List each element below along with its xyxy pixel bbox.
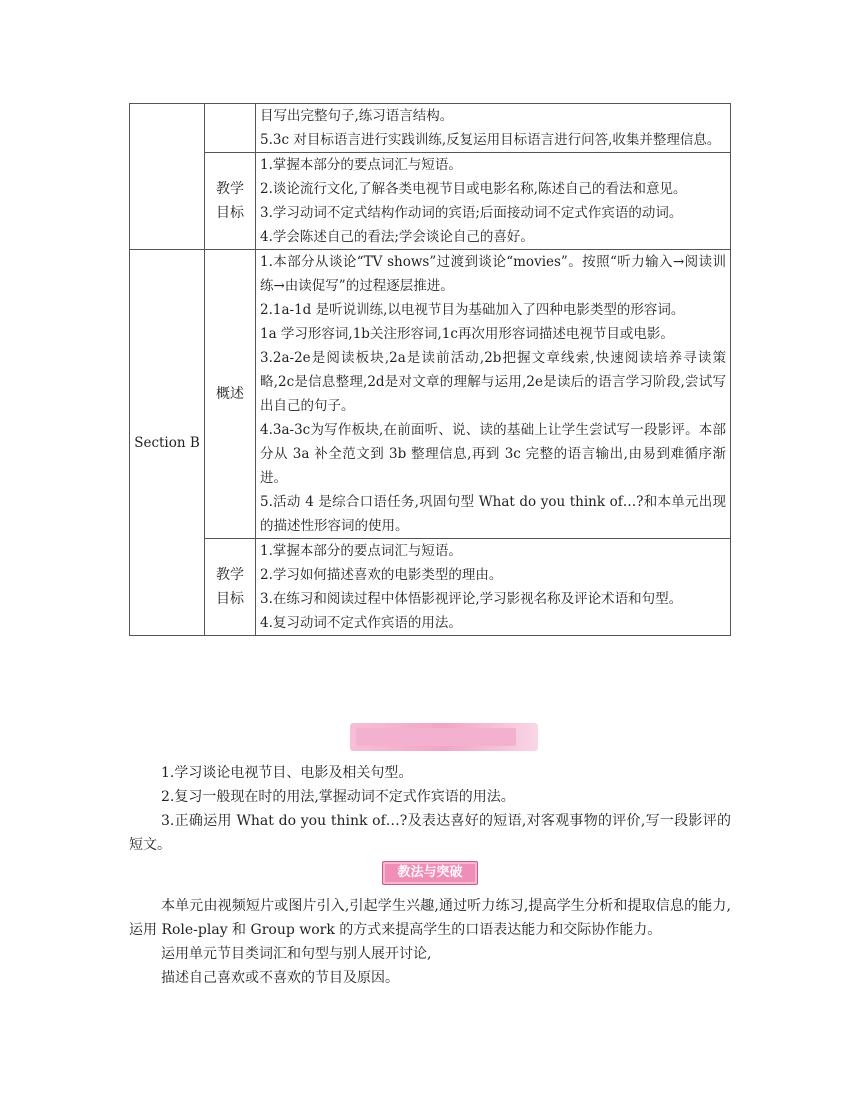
- content-line: 1.掌握本部分的要点词汇与短语。: [260, 543, 462, 559]
- paragraph: 描述自己喜欢或不喜欢的节目及原因。: [161, 970, 399, 986]
- type-label: 教学目标: [216, 181, 244, 221]
- section-a-cell: [130, 104, 205, 250]
- content-cell: [256, 153, 731, 250]
- content-cell: [256, 539, 731, 636]
- table-row: [130, 250, 731, 539]
- content-line: 5.活动 4 是综合口语任务,巩固句型 What do you think of…?和本单元出现的描述性形容词的使用。: [260, 494, 726, 534]
- list-item: 1.学习谈论电视节目、电影及相关句型。: [161, 765, 413, 781]
- table-row: [130, 539, 731, 636]
- content-line: 4.复习动词不定式作宾语的用法。: [260, 615, 462, 631]
- list-item: 3.正确运用 What do you think of…?及表达喜好的短语,对客观事物的评价,写一段影评的短文。: [129, 813, 731, 853]
- type-cell: [205, 539, 256, 636]
- content-line: 4.3a-3c为写作板块,在前面听、说、读的基础上让学生尝试写一段影评。本部分从 3a 补全范文到 3b 整理信息,再到 3c 完整的语言输出,由易到难循序渐进。: [260, 422, 726, 486]
- content-line: 2.谈论流行文化,了解各类电视节目或电影名称,陈述自己的看法和意见。: [260, 181, 687, 197]
- content-cell: [256, 250, 731, 539]
- list-item: 2.复习一般现在时的用法,掌握动词不定式作宾语的用法。: [161, 789, 515, 805]
- table-row: [130, 104, 731, 153]
- content-line: 3.在练习和阅读过程中体悟影视评论,学习影视名称及评论术语和句型。: [260, 591, 683, 607]
- type-label: 教学目标: [216, 567, 244, 607]
- content-line: 1a 学习形容词,1b关注形容词,1c再次用形容词描述电视节目或电影。: [260, 326, 674, 342]
- content-line: 目写出完整句子,练习语言结构。: [260, 108, 454, 124]
- content-line: 1.掌握本部分的要点词汇与短语。: [260, 157, 462, 173]
- content-line: 3.学习动词不定式结构作动词的宾语;后面接动词不定式作宾语的动词。: [260, 205, 683, 221]
- content-line: 2.1a-1d 是听说训练,以电视节目为基础加入了四种电影类型的形容词。: [260, 302, 685, 318]
- method-section-badge: 教法与突破: [382, 861, 478, 885]
- focus-section-badge: [350, 723, 538, 751]
- method-paragraphs: [129, 894, 731, 990]
- type-cell-empty: [205, 104, 256, 153]
- paragraph: 本单元由视频短片或图片引入,引起学生兴趣,通过听力练习,提高学生分析和提取信息的能力,运用 Role-play 和 Group work 的方式来提高学生的口语表达能力和交际协作能力。: [129, 898, 731, 938]
- type-cell: 概述: [205, 250, 256, 539]
- lesson-plan-table: [129, 103, 731, 636]
- badge-decoration: [356, 728, 516, 746]
- content-line: 4.学会陈述自己的看法;学会谈论自己的喜好。: [260, 229, 534, 245]
- focus-list: [129, 761, 731, 857]
- paragraph: 运用单元节目类词汇和句型与别人展开讨论,: [161, 946, 432, 962]
- content-line: 5.3c 对目标语言进行实践训练,反复运用目标语言进行问答,收集并整理信息。: [260, 132, 721, 148]
- content-line: 1.本部分从谈论“TV shows”过渡到谈论“movies”。按照“听力输入→阅读训练→由读促写”的过程逐层推进。: [260, 254, 726, 294]
- content-line: 2.学习如何描述喜欢的电影类型的理由。: [260, 567, 503, 583]
- table-row: [130, 153, 731, 250]
- section-b-cell: Section B: [130, 250, 205, 636]
- type-cell: [205, 153, 256, 250]
- content-line: 3.2a-2e是阅读板块,2a是读前活动,2b把握文章线索,快速阅读培养寻读策略,2c是信息整理,2d是对文章的理解与运用,2e是读后的语言学习阶段,尝试写出自己的句子。: [260, 350, 726, 414]
- content-cell: [256, 104, 731, 153]
